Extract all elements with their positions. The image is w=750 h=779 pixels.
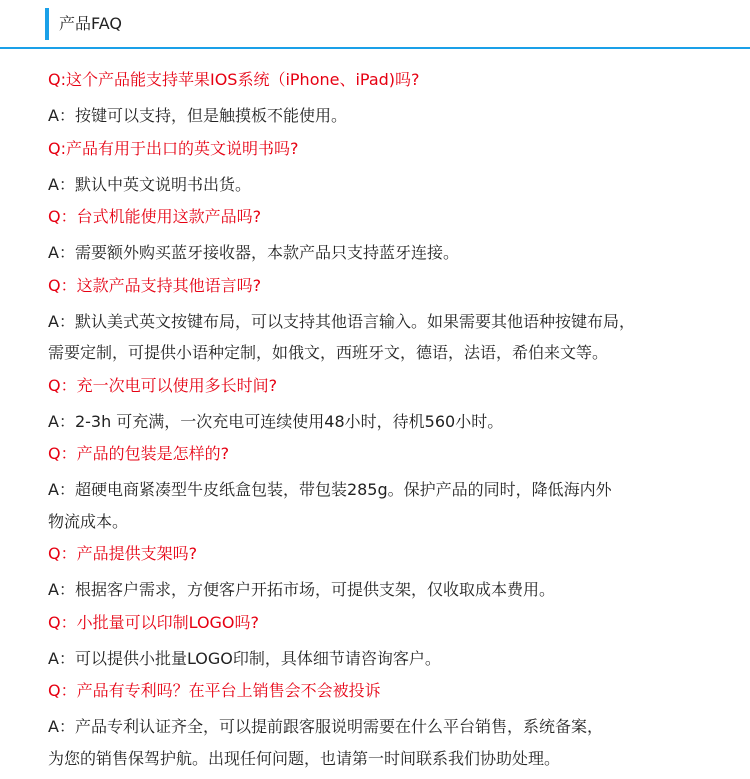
faq-item [48, 374, 738, 438]
faq-question: Q：产品提供支架吗? [48, 544, 198, 563]
faq-answer-line: A：2-3h 可充满，一次充电可连续使用48小时，待机560小时。 [48, 411, 504, 431]
faq-answer-line: 需要定制，可提供小语种定制，如俄文，西班牙文，德语，法语，希伯来文等。 [48, 343, 609, 362]
faq-answer-line: A：需要额外购买蓝牙接收器，本款产品只支持蓝牙连接。 [48, 243, 459, 262]
faq-list [48, 68, 738, 779]
faq-question: Q：充一次电可以使用多长时间? [48, 375, 278, 395]
faq-answer-line: A：可以提供小批量LOGO印制，具体细节请咨询客户。 [48, 648, 441, 668]
faq-question: Q：产品的包装是怎样的? [48, 444, 230, 463]
faq-question: Q:这个产品能支持苹果IOS系统（iPhone、iPad)吗? [48, 70, 420, 89]
faq-question: Q：小批量可以印制LOGO吗? [48, 612, 260, 632]
faq-item [48, 542, 738, 606]
faq-item [48, 205, 738, 269]
faq-answer [48, 100, 738, 132]
faq-answer [48, 306, 738, 369]
faq-answer-line: A：超硬电商紧凑型牛皮纸盒包装，带包装285g。保护产品的同时，降低海内外 [48, 480, 612, 499]
faq-item [48, 679, 738, 774]
faq-answer [48, 169, 738, 201]
faq-question: Q：这款产品支持其他语言吗? [48, 275, 262, 295]
faq-item [48, 611, 738, 675]
faq-answer-line: 物流成本。 [48, 511, 129, 531]
faq-answer-line: A：默认中英文说明书出货。 [48, 174, 251, 194]
faq-item [48, 274, 738, 369]
faq-answer-line: A：按键可以支持，但是触摸板不能使用。 [48, 106, 347, 125]
faq-answer [48, 474, 738, 537]
faq-answer [48, 574, 738, 606]
faq-answer-line: A：产品专利认证齐全，可以提前跟客服说明需要在什么平台销售，系统备案， [48, 717, 603, 736]
faq-answer [48, 406, 738, 438]
faq-answer-line: A：根据客户需求，方便客户开拓市场，可提供支架，仅收取成本费用。 [48, 580, 555, 599]
header-divider [0, 47, 750, 49]
faq-question: Q：产品有专利吗？在平台上销售会不会被投诉 [48, 681, 381, 700]
faq-question: Q：台式机能使用这款产品吗? [48, 207, 262, 226]
faq-item [48, 68, 738, 132]
faq-item [48, 137, 738, 201]
faq-answer [48, 237, 738, 269]
page-title: 产品FAQ [59, 14, 122, 33]
faq-answer [48, 711, 738, 774]
header-accent-bar [45, 8, 49, 40]
faq-answer [48, 643, 738, 675]
faq-question: Q:产品有用于出口的英文说明书吗? [48, 138, 299, 158]
page-header [0, 0, 750, 48]
faq-answer-line: 为您的销售保驾护航。出现任何问题，也请第一时间联系我们协助处理。 [48, 748, 561, 768]
faq-item [48, 442, 738, 537]
faq-answer-line: A：默认美式英文按键布局，可以支持其他语言输入。如果需要其他语种按键布局， [48, 311, 635, 331]
